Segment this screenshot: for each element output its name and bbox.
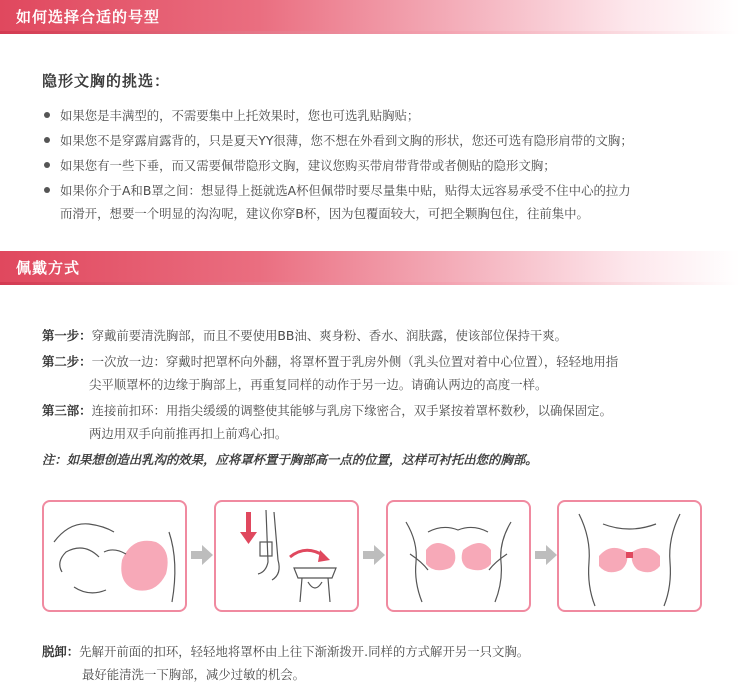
tip-note: 注：如果想创造出乳沟的效果，应将罩杯置于胸部高一点的位置，这样可衬托出您的胸部。 <box>42 452 538 467</box>
removal-label: 脱卸： <box>42 644 80 659</box>
step-1 <box>42 324 722 347</box>
illustration-flip-cup <box>214 500 359 612</box>
selection-bullet-list <box>40 104 720 225</box>
illustration-place-cup <box>42 500 187 612</box>
step-text: 一次放一边：穿戴时把罩杯向外翻，将罩杯置于乳房外侧（乳头位置对着中心位置），轻轻地用指 <box>91 354 619 369</box>
step-text-continued: 尖平顺罩杯的边缘于胸部上，再重复同样的动作于另一边。请确认两边的高度一样。 <box>89 377 548 392</box>
list-item: 如果你介于A和B罩之间：想显得上挺就选A杯但佩带时要尽量集中贴，贴得太远容易承受不住中心的拉力 而滑开，想要一个明显的沟沟呢，建议你穿B杯，因为包覆面较大，可把全颗胸包住，往前集中。 <box>40 179 720 225</box>
place-cup-illustration <box>44 502 185 610</box>
step-text: 穿戴前要清洗胸部，而且不要使用BB油、爽身粉、香水、润肤露，使该部位保持干爽。 <box>91 328 568 343</box>
list-item: 如果您是丰满型的，不需要集中上托效果时，您也可选乳贴胸贴； <box>40 104 720 127</box>
illustration-row <box>42 500 702 612</box>
step-text: 连接前扣环：用指尖缓缓的调整使其能够与乳房下缘密合，双手紧按着罩杯数秒，以确保固定。 <box>91 403 612 418</box>
illustration-press-cups <box>386 500 531 612</box>
bullet-dot-icon <box>44 187 50 193</box>
illustration-finished <box>557 500 702 612</box>
finished-illustration <box>559 502 700 610</box>
removal-block <box>42 640 722 686</box>
section-title: 佩戴方式 <box>16 259 81 277</box>
step-arrow-icon <box>363 545 385 565</box>
down-arrow-icon <box>240 532 257 544</box>
step-arrow-icon <box>535 545 557 565</box>
step-3 <box>42 399 722 445</box>
step-label: 第一步： <box>42 328 92 343</box>
press-cups-illustration <box>388 502 529 610</box>
list-item: 如果您有一些下垂，而又需要佩带隐形文胸，建议您购买带肩带背带或者侧贴的隐形文胸； <box>40 154 720 177</box>
bullet-dot-icon <box>44 112 50 118</box>
steps-block <box>42 324 722 471</box>
bullet-dot-icon <box>44 162 50 168</box>
step-label: 第三部： <box>42 403 92 418</box>
step-label: 第二步： <box>42 354 92 369</box>
bullet-dot-icon <box>44 137 50 143</box>
step-arrow-icon <box>191 545 213 565</box>
section-title: 如何选择合适的号型 <box>16 8 161 26</box>
section-header-wearing-method <box>0 251 740 285</box>
removal-text-continued: 最好能清洗一下胸部，减少过敏的机会。 <box>82 667 306 682</box>
removal-text: 先解开前面的扣环，轻轻地将罩杯由上往下渐渐拨开.同样的方式解开另一只文胸。 <box>79 644 530 659</box>
selection-heading: 隐形文胸的挑选： <box>42 72 171 90</box>
step-2 <box>42 350 722 396</box>
flip-cup-illustration <box>216 502 357 610</box>
section-header-size-guide <box>0 0 740 34</box>
flip-arrow-icon <box>318 550 330 562</box>
step-text-continued: 两边用双手向前推再扣上前鸡心扣。 <box>89 426 288 441</box>
list-item: 如果您不是穿露肩露背的，只是夏天YY很薄，您不想在外看到文胸的形状，您还可选有隐形肩带的文胸； <box>40 129 720 152</box>
